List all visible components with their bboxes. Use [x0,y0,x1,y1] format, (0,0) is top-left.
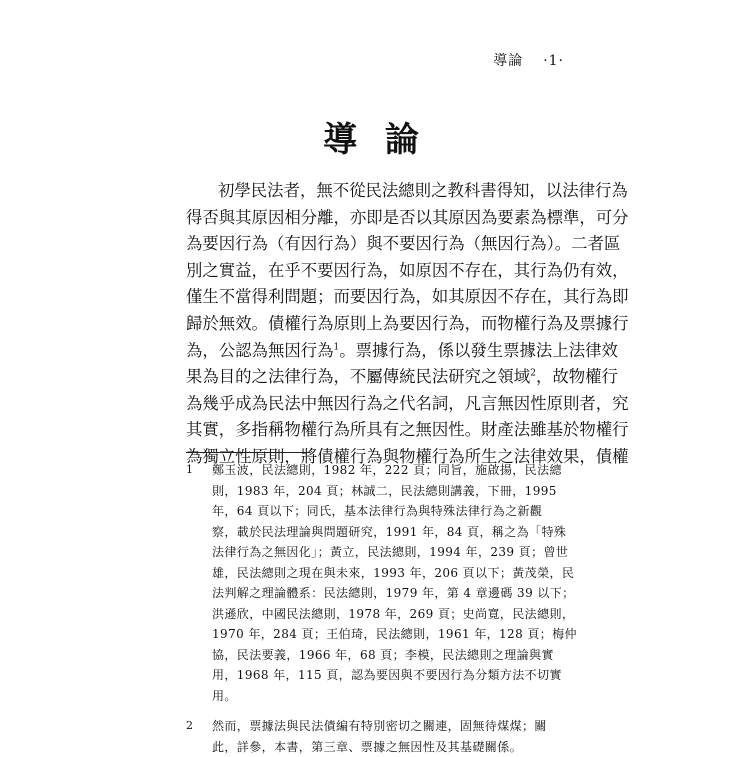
body-line-text: 為，公認為無因行為 [186,341,334,360]
footnote-2 [186,716,568,757]
body-line: 其實，多指稱物權行為所具有之無因性。財產法雖基於物權行 [186,417,568,444]
footnote-ref-2[interactable]: 2 [530,369,536,379]
body-line: 得否與其原因相分離，亦即是否以其原因為要素為標準，可分 [186,205,568,232]
footnote-number: 1 [186,460,193,481]
body-line: 為要因行為（有因行為）與不要因行為（無因行為）。二者區 [186,231,568,258]
footnote-line: 年，64 頁以下；同氏，基本法律行為與特殊法律行為之新觀 [212,501,568,522]
footnote-line: 協，民法要義，1966 年，68 頁；李模，民法總則之理論與實 [212,645,568,666]
footnote-line: 然而，票據法與民法債編有特別密切之關連，固無待煤煤；關 [212,716,568,737]
section-title: 導論 [493,53,523,69]
footnote-line: 用，1968 年，115 頁，認為要因與不要因行為分類方法不切實 [212,665,568,686]
body-line-text: ，故物權行 [536,367,618,386]
body-line-text: 。票據行為，係以發生票據法上法律效 [339,341,618,360]
body-line: 初學民法者，無不從民法總則之教科書得知，以法律行為 [186,178,568,205]
running-head [493,50,564,70]
body-line: 別之實益，在乎不要因行為，如原因不存在，其行為仍有效， [186,258,568,285]
footnote-line: 則，1983 年，204 頁；林誠二，民法總則講義，下冊，1995 [212,481,568,502]
body-line: 為獨立性原則，將債權行為與物權行為所生之法律效果，債權 [186,444,568,471]
footnote-line: 用。 [212,686,568,707]
page-number: ·1· [543,53,564,69]
body-text [186,178,568,471]
chapter-title: 導 論 [0,112,750,161]
footnote-line: 鄭玉波，民法總則，1982 年，222 頁；同旨，施啟揚，民法總 [212,460,568,481]
body-line: 為幾乎成為民法中無因行為之代名詞，凡言無因性原則者，究 [186,391,568,418]
body-line: 歸於無效。債權行為原則上為要因行為，而物權行為及票據行 [186,311,568,338]
footnote-1 [186,460,568,706]
footnotes [186,460,568,757]
footnote-line: 雄，民法總則之現在與未來，1993 年，206 頁以下；黃茂榮，民 [212,563,568,584]
body-line [186,364,568,391]
body-line: 僅生不當得利問題；而要因行為，如其原因不存在，其行為即 [186,284,568,311]
footnote-line: 1970 年，284 頁；王伯琦，民法總則，1961 年，128 頁；梅仲 [212,624,568,645]
footnote-line: 察，載於民法理論與問題研究，1991 年，84 頁，稱之為「特殊 [212,522,568,543]
footnote-line: 此，詳參，本書，第三章、票據之無因性及其基礎關係。 [212,737,568,757]
footnote-number: 2 [186,716,193,737]
footnote-separator [186,452,310,453]
footnote-line: 洪遜欣，中國民法總則，1978 年，269 頁；史尚寬，民法總則， [212,604,568,625]
footnote-line: 法律行為之無因化」；黃立，民法總則，1994 年，239 頁；曾世 [212,542,568,563]
footnote-ref-1[interactable]: 1 [334,342,340,352]
body-line-text: 果為目的之法律行為，不屬傳統民法研究之領域 [186,367,530,386]
footnote-line: 法判解之理論體系：民法總則，1979 年，第 4 章邊碼 39 以下； [212,583,568,604]
body-line [186,338,568,365]
